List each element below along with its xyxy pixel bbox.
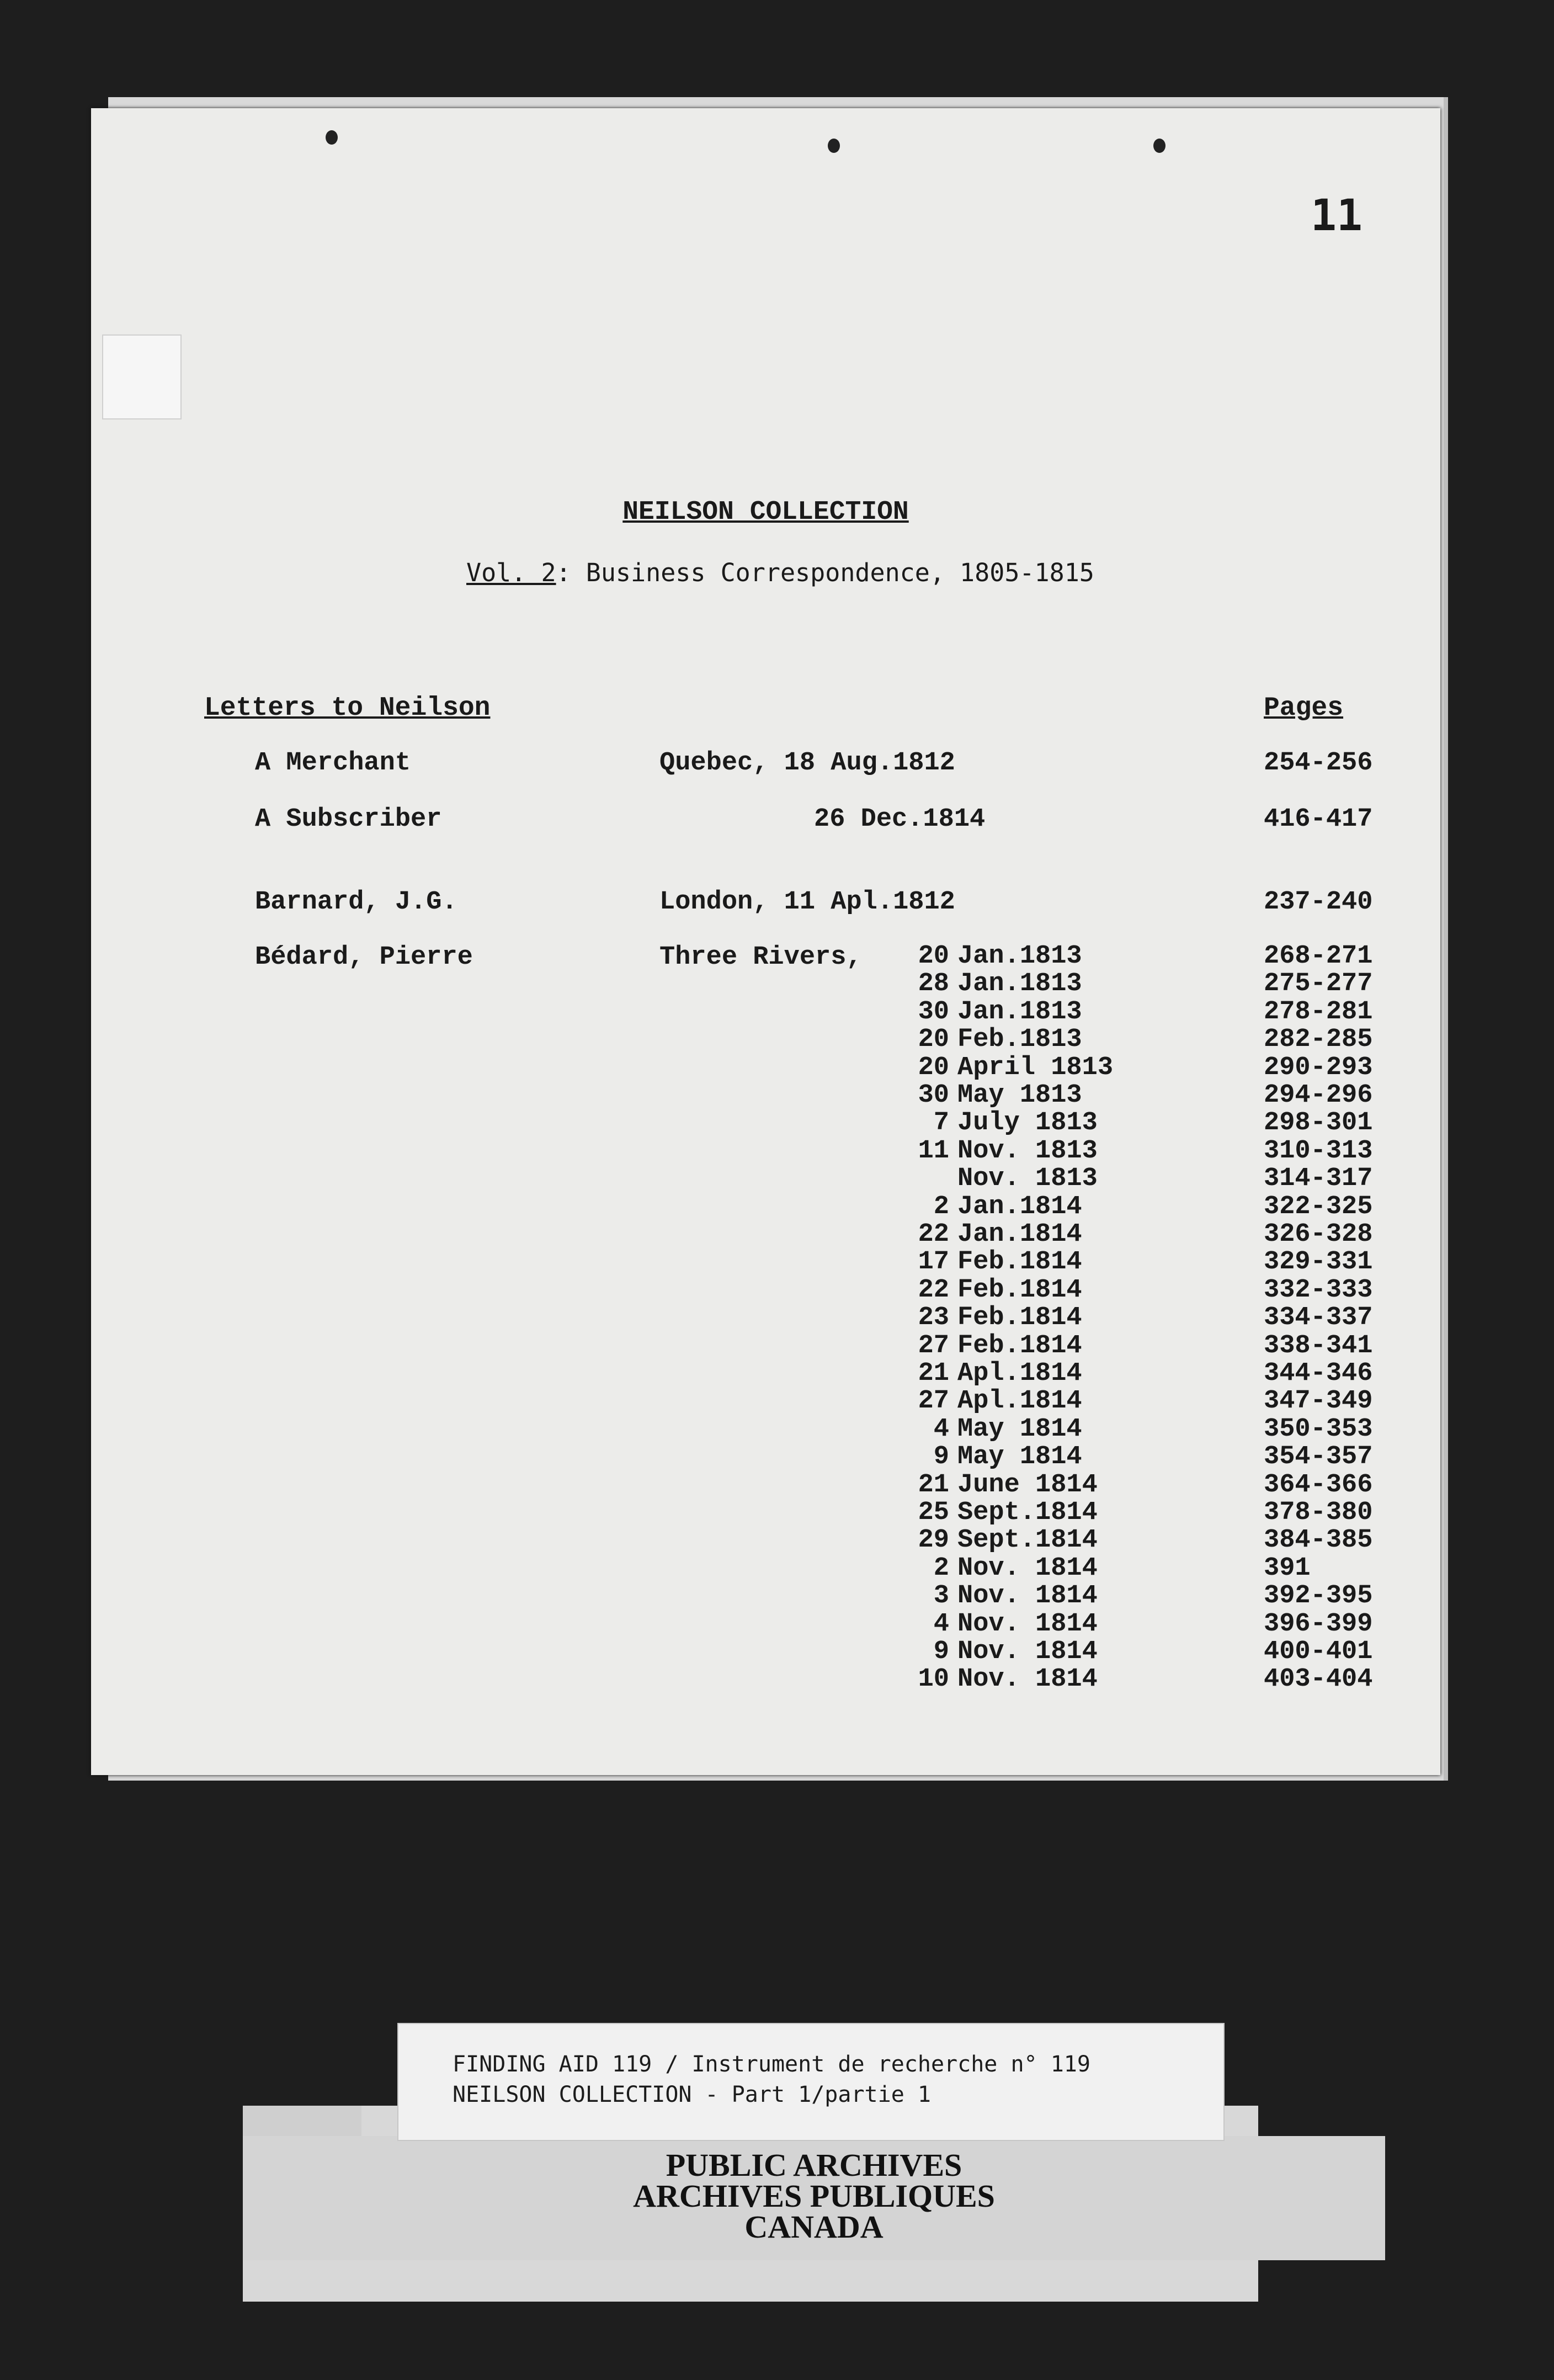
collection-part-line: NEILSON COLLECTION - Part 1/partie 1	[453, 2082, 931, 2107]
letter-pages: 275-277	[1264, 969, 1373, 999]
letter-date: Sept.1814	[957, 1526, 1098, 1555]
letter-date: Feb.1814	[957, 1303, 1082, 1333]
punch-hole	[1153, 139, 1166, 153]
letter-date: April 1813	[957, 1053, 1114, 1082]
letter-pages: 282-285	[1264, 1025, 1373, 1055]
letter-day: 9	[933, 1637, 949, 1666]
entry-name: A Merchant	[255, 748, 411, 778]
entry-pages: 237-240	[1264, 888, 1373, 917]
letter-date: Feb.1814	[957, 1275, 1082, 1305]
letter-day: 4	[933, 1609, 949, 1639]
letter-pages: 400-401	[1264, 1637, 1373, 1666]
entry-name: Bédard, Pierre	[255, 943, 473, 972]
letter-date: Apl.1814	[957, 1359, 1082, 1388]
letter-day: 30	[918, 1081, 949, 1110]
letter-day: 22	[918, 1220, 949, 1249]
entry-name: A Subscriber	[255, 805, 442, 834]
entry-pages: 254-256	[1264, 748, 1373, 778]
volume-description: : Business Correspondence, 1805-1815	[556, 558, 1094, 587]
letter-pages: 378-380	[1264, 1498, 1373, 1527]
punch-hole	[326, 130, 338, 145]
letter-pages: 334-337	[1264, 1303, 1373, 1333]
volume-label: Vol. 2	[466, 558, 556, 587]
letter-day: 2	[933, 1192, 949, 1221]
letter-pages: 403-404	[1264, 1665, 1373, 1694]
letter-pages: 347-349	[1264, 1386, 1373, 1416]
archives-line: PUBLIC ARCHIVES	[666, 2147, 962, 2183]
letter-date: Jan.1813	[957, 969, 1082, 999]
letter-day: 21	[918, 1470, 949, 1500]
entry-place-date: London, 11 Apl.1812	[659, 888, 955, 917]
letter-date: Sept.1814	[957, 1498, 1098, 1527]
letter-date: Jan.1814	[957, 1220, 1082, 1249]
letter-date: Jan.1814	[957, 1192, 1082, 1221]
letter-pages: 364-366	[1264, 1470, 1373, 1500]
letter-day: 17	[918, 1247, 949, 1277]
letter-date: Feb.1813	[957, 1025, 1082, 1055]
letter-day: 20	[918, 1025, 949, 1055]
letter-pages: 322-325	[1264, 1192, 1373, 1221]
letter-day: 10	[918, 1665, 949, 1694]
entry-place-date: Quebec, 18 Aug.1812	[659, 748, 955, 778]
letter-day: 21	[918, 1359, 949, 1388]
letter-pages: 391	[1264, 1553, 1311, 1583]
letter-day: 25	[918, 1498, 949, 1527]
letter-date: July 1813	[957, 1108, 1098, 1138]
letter-day: 28	[918, 969, 949, 999]
letter-date: Nov. 1814	[957, 1665, 1098, 1694]
entry-place: Three Rivers,	[659, 943, 862, 972]
letter-pages: 344-346	[1264, 1359, 1373, 1388]
letter-date: Apl.1814	[957, 1386, 1082, 1416]
letter-pages: 278-281	[1264, 997, 1373, 1027]
letter-date: Nov. 1814	[957, 1581, 1098, 1611]
letter-pages: 290-293	[1264, 1053, 1373, 1082]
letter-date: May 1814	[957, 1414, 1082, 1444]
letter-pages: 338-341	[1264, 1331, 1373, 1361]
pages-heading: Pages	[1264, 693, 1344, 723]
letter-day: 29	[918, 1526, 949, 1555]
letter-pages: 294-296	[1264, 1081, 1373, 1110]
letter-date: Feb.1814	[957, 1331, 1082, 1361]
page-number: 11	[1311, 191, 1363, 241]
letter-day: 22	[918, 1275, 949, 1305]
letter-pages: 310-313	[1264, 1136, 1373, 1166]
letter-day: 3	[933, 1581, 949, 1611]
letter-date: Nov. 1813	[957, 1164, 1098, 1194]
section-heading: Letters to Neilson	[204, 693, 491, 723]
letter-pages: 298-301	[1264, 1108, 1373, 1138]
punch-hole	[828, 139, 840, 153]
letter-day: 27	[918, 1331, 949, 1361]
letter-date: Nov. 1813	[957, 1136, 1098, 1166]
letter-pages: 314-317	[1264, 1164, 1373, 1194]
letter-date: May 1813	[957, 1081, 1082, 1110]
entry-name: Barnard, J.G.	[255, 888, 457, 917]
letter-day: 9	[933, 1442, 949, 1472]
letter-day: 20	[918, 942, 949, 971]
letter-day: 23	[918, 1303, 949, 1333]
letter-pages: 384-385	[1264, 1526, 1373, 1555]
letter-day: 7	[933, 1108, 949, 1138]
letter-date: Nov. 1814	[957, 1609, 1098, 1639]
archives-line: ARCHIVES PUBLIQUES	[633, 2178, 995, 2214]
letter-date: Jan.1813	[957, 997, 1082, 1027]
letter-pages: 268-271	[1264, 942, 1373, 971]
finding-aid-label	[397, 2023, 1225, 2141]
letter-pages: 329-331	[1264, 1247, 1373, 1277]
letter-date: Jan.1813	[957, 942, 1082, 971]
letter-date: Feb.1814	[957, 1247, 1082, 1277]
document-page	[91, 108, 1440, 1775]
letter-date: June 1814	[957, 1470, 1098, 1500]
finding-aid-line: FINDING AID 119 / Instrument de recherche n° 119	[453, 2052, 1090, 2077]
letter-pages: 392-395	[1264, 1581, 1373, 1611]
letter-date: May 1814	[957, 1442, 1082, 1472]
letter-day: 11	[918, 1136, 949, 1166]
letter-pages: 354-357	[1264, 1442, 1373, 1472]
letter-pages: 396-399	[1264, 1609, 1373, 1639]
archives-stamp	[243, 2147, 1385, 2245]
letter-day: 30	[918, 997, 949, 1027]
archives-line: CANADA	[744, 2209, 884, 2245]
entry-pages: 416-417	[1264, 805, 1373, 834]
entry-place-date: 26 Dec.1814	[814, 805, 986, 834]
volume-subtitle	[466, 558, 1094, 587]
letter-pages: 332-333	[1264, 1275, 1373, 1305]
letter-day: 20	[918, 1053, 949, 1082]
letter-date: Nov. 1814	[957, 1553, 1098, 1583]
letter-day: 4	[933, 1414, 949, 1444]
page-title: NEILSON COLLECTION	[622, 497, 909, 527]
letter-pages: 350-353	[1264, 1414, 1373, 1444]
paper-tab	[102, 334, 182, 419]
letter-day: 2	[933, 1553, 949, 1583]
letter-pages: 326-328	[1264, 1220, 1373, 1249]
letter-date: Nov. 1814	[957, 1637, 1098, 1666]
letter-day: 27	[918, 1386, 949, 1416]
